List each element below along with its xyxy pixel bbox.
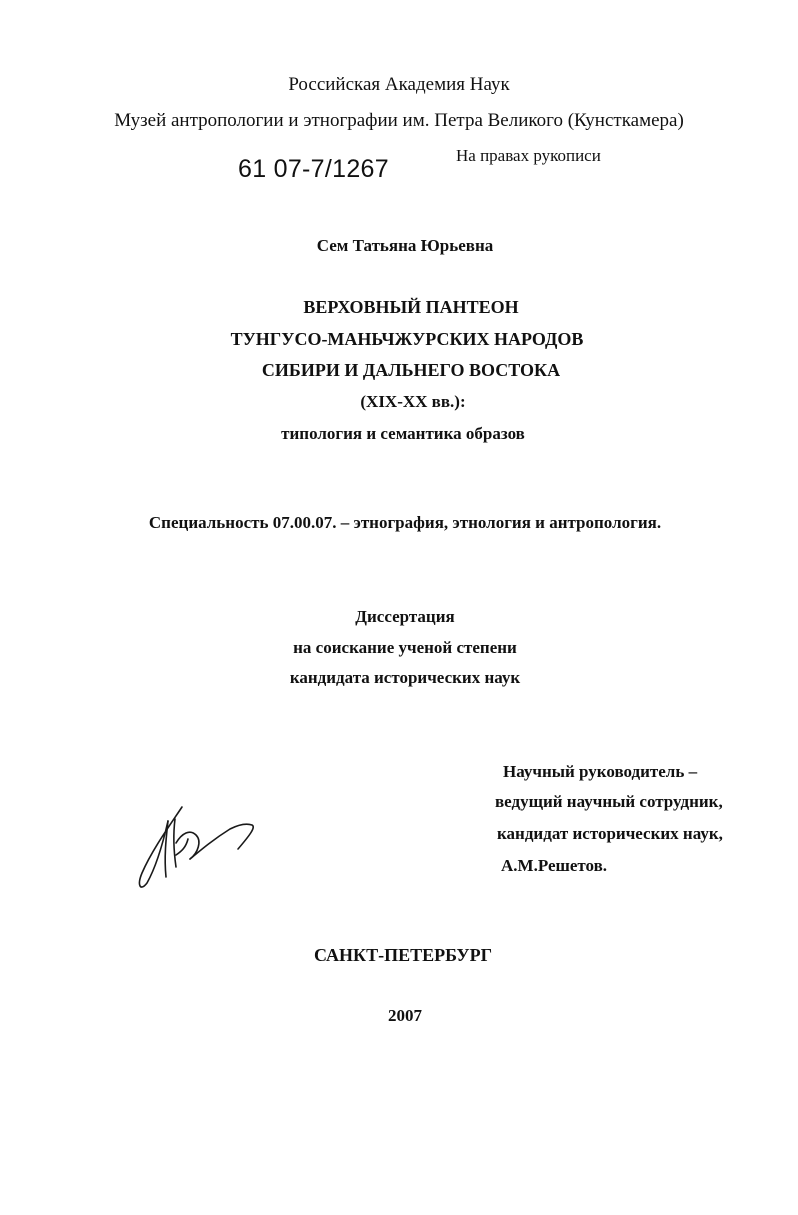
signature-strokes — [140, 807, 254, 887]
title-line-4: (XIX-XX вв.): — [360, 392, 466, 411]
author-name: Сем Татьяна Юрьевна — [316, 236, 494, 255]
academy-name: Российская Академия Наук — [288, 74, 510, 95]
title-subtitle: типология и семантика образов — [281, 424, 525, 443]
title-line-1: ВЕРХОВНЫЙ ПАНТЕОН — [303, 297, 519, 317]
supervisor-degree: кандидат исторических наук, — [497, 824, 723, 843]
handwritten-signature — [130, 795, 260, 895]
manuscript-note: На правах рукописи — [456, 146, 601, 165]
supervisor-name: А.М.Решетов. — [501, 856, 608, 875]
year: 2007 — [388, 1006, 422, 1025]
degree-line: на соискание ученой степени — [293, 638, 517, 657]
registry-number: 61 07-7/1267 — [238, 155, 389, 183]
specialty: Специальность 07.00.07. – этнография, этнология и антропология. — [148, 513, 662, 532]
title-line-3: СИБИРИ И ДАЛЬНЕГО ВОСТОКА — [261, 360, 561, 380]
city: САНКТ-ПЕТЕРБУРГ — [313, 945, 493, 965]
title-line-2: ТУНГУСО-МАНЬЧЖУРСКИХ НАРОДОВ — [230, 329, 584, 349]
dissertation-label: Диссертация — [355, 607, 455, 626]
degree-field: кандидата исторических наук — [289, 668, 521, 687]
museum-name: Музей антропологии и этнографии им. Петра Великого (Кунсткамера) — [114, 110, 684, 131]
supervisor-title: Научный руководитель – — [503, 762, 698, 781]
supervisor-position: ведущий научный сотрудник, — [495, 792, 723, 811]
